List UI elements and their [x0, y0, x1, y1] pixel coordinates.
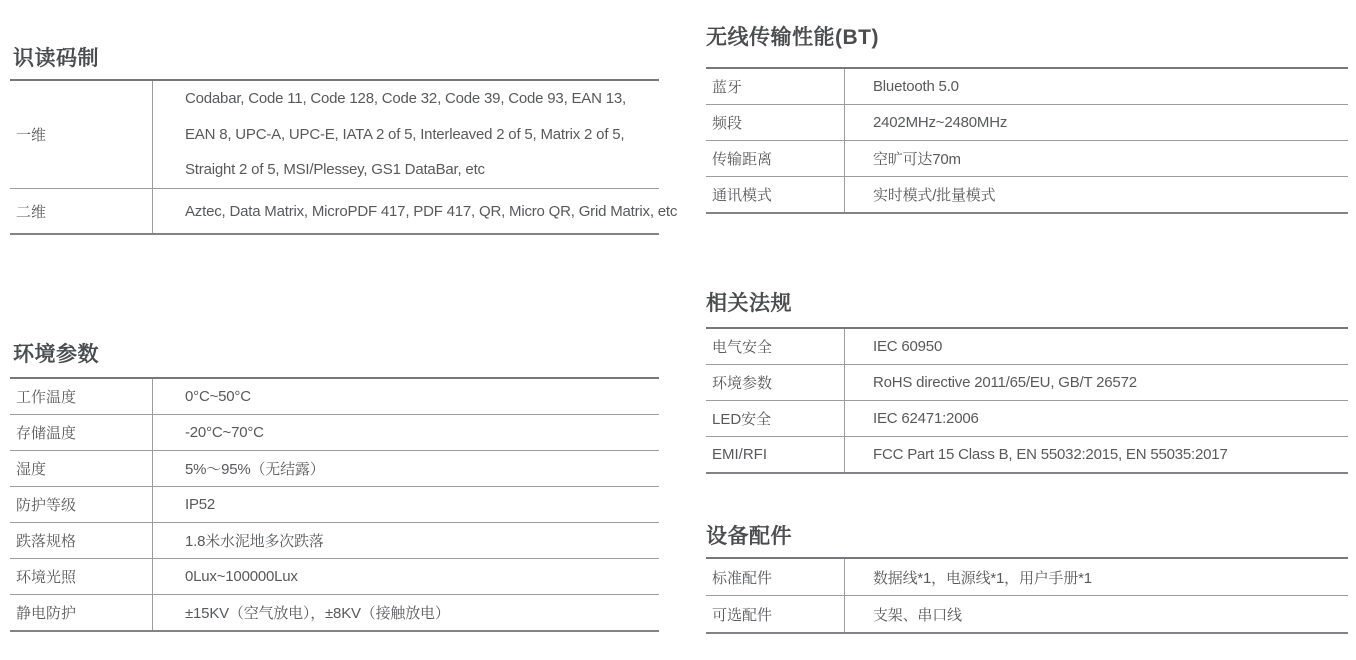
- section-regulations: [706, 291, 792, 317]
- spec-value: 0°C~50°C: [185, 388, 251, 405]
- environment-table: [10, 377, 659, 632]
- spec-value: 数据线*1，电源线*1，用户手册*1: [873, 569, 1092, 587]
- wireless-bt-title: 无线传输性能(BT): [706, 26, 879, 49]
- spec-label: 一维: [10, 81, 153, 188]
- accessories-table: [706, 557, 1348, 634]
- table-row: [706, 400, 1348, 436]
- spec-label: 可选配件: [706, 596, 845, 632]
- spec-label: 环境光照: [10, 559, 153, 594]
- spec-value: 空旷可达70m: [873, 151, 961, 168]
- section-wireless-bt: [706, 25, 879, 51]
- barcode-types-title: 识读码制: [13, 47, 99, 70]
- spec-label: 蓝牙: [706, 69, 845, 104]
- spec-value: 5%～95%（无结露）: [185, 461, 325, 478]
- table-row: [10, 594, 659, 630]
- spec-value: -20°C~70°C: [185, 424, 264, 441]
- section-environment: [13, 342, 99, 368]
- spec-value: Bluetooth 5.0: [873, 78, 959, 95]
- table-row: [10, 450, 659, 486]
- barcode-types-table: [10, 79, 678, 235]
- spec-label: EMI/RFI: [706, 437, 845, 472]
- table-row: [10, 379, 659, 414]
- spec-label: 湿度: [10, 451, 153, 486]
- regulations-title: 相关法规: [706, 292, 792, 315]
- table-row: [10, 188, 678, 233]
- spec-value: 支架、串口线: [873, 606, 962, 624]
- table-row: [706, 364, 1348, 400]
- spec-label: 环境参数: [706, 365, 845, 400]
- spec-value: RoHS directive 2011/65/EU, GB/T 26572: [873, 374, 1137, 391]
- spec-label: 工作温度: [10, 379, 153, 414]
- regulations-table: [706, 327, 1348, 474]
- table-row: [10, 414, 659, 450]
- spec-label: LED安全: [706, 401, 845, 436]
- spec-value: FCC Part 15 Class B, EN 55032:2015, EN 55035:2017: [873, 446, 1228, 463]
- spec-value: 实时模式/批量模式: [873, 187, 996, 204]
- spec-value: 2402MHz~2480MHz: [873, 114, 1008, 131]
- spec-label: 存储温度: [10, 415, 153, 450]
- spec-label: 频段: [706, 105, 845, 140]
- spec-label: 二维: [10, 189, 153, 233]
- table-row: [706, 140, 1348, 176]
- spec-label: 静电防护: [10, 595, 153, 630]
- spec-value: Aztec, Data Matrix, MicroPDF 417, PDF 417, QR, Micro QR, Grid Matrix, etc: [185, 202, 678, 220]
- table-row: [10, 81, 659, 188]
- spec-value: ±15KV（空气放电），±8KV（接触放电）: [185, 605, 450, 622]
- table-row: [706, 69, 1348, 104]
- wireless-bt-table: [706, 67, 1348, 214]
- spec-value-line: Codabar, Code 11, Code 128, Code 32, Code 39, Code 93, EAN 13,: [185, 90, 626, 107]
- spec-value-line: Straight 2 of 5, MSI/Plessey, GS1 DataBar, etc: [185, 161, 485, 179]
- spec-label: 跌落规格: [10, 523, 153, 558]
- spec-value: IP52: [185, 496, 216, 513]
- spec-value: IEC 62471:2006: [873, 410, 979, 427]
- spec-label: 电气安全: [706, 329, 845, 364]
- table-row: [706, 595, 1348, 632]
- table-row: [706, 104, 1348, 140]
- spec-value: [153, 81, 659, 188]
- spec-value-line: EAN 8, UPC-A, UPC-E, IATA 2 of 5, Interleaved 2 of 5, Matrix 2 of 5,: [185, 125, 625, 143]
- table-row: [10, 522, 659, 558]
- spec-label: 传输距离: [706, 141, 845, 176]
- table-row: [706, 436, 1348, 472]
- table-row: [706, 176, 1348, 212]
- spec-value: 1.8米水泥地多次跌落: [185, 533, 324, 550]
- section-barcode-types: [13, 46, 99, 72]
- accessories-title: 设备配件: [706, 525, 792, 548]
- table-row: [706, 329, 1348, 364]
- table-row: [10, 558, 659, 594]
- spec-label: 标准配件: [706, 559, 845, 595]
- table-row: [706, 559, 1348, 595]
- table-row: [10, 486, 659, 522]
- spec-label: 通讯模式: [706, 177, 845, 212]
- environment-title: 环境参数: [13, 343, 99, 366]
- spec-label: 防护等级: [10, 487, 153, 522]
- spec-value: IEC 60950: [873, 338, 943, 355]
- section-accessories: [706, 524, 792, 550]
- spec-value: 0Lux~100000Lux: [185, 568, 298, 585]
